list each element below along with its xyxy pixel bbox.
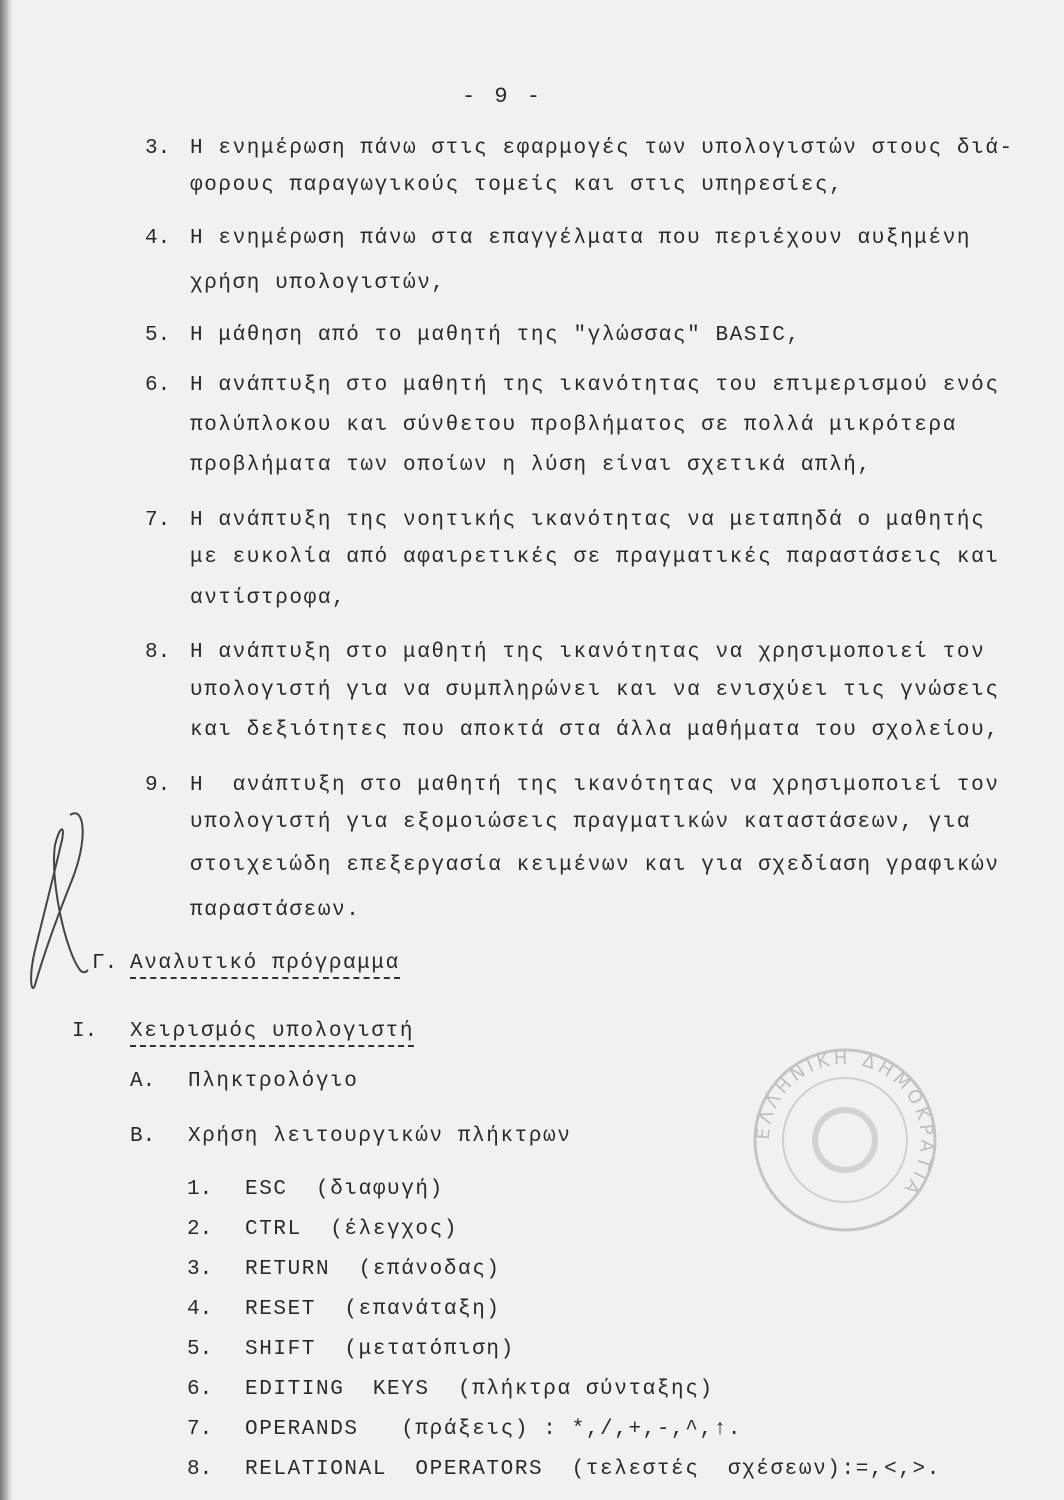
objective-line: Η μάθηση από το μαθητή της "γλώσσας" BASIC, [190, 324, 801, 347]
svg-text:ΕΛΛΗΝΙΚΗ ΔΗΜΟΚΡΑΤΙΑ: ΕΛΛΗΝΙΚΗ ΔΗΜΟΚΡΑΤΙΑ [752, 1047, 938, 1202]
objective-line: με ευκολία από αφαιρετικές σε πραγματικές παραστάσεις και [190, 546, 1000, 569]
objective-line: προβλήματα των οποίων η λύση είναι σχετικά απλή, [190, 454, 872, 477]
key-number: 2. [187, 1218, 213, 1241]
objective-number: 7. [145, 509, 171, 532]
objective-line: φορους παραγωγικούς τομείς και στις υπηρεσίες, [190, 174, 844, 197]
objective-line: χρήση υπολογιστών, [190, 272, 446, 295]
objective-number: 6. [145, 374, 171, 397]
key-item: CTRL (έλεγχος) [245, 1218, 459, 1241]
key-item: EDITING KEYS (πλήκτρα σύνταξης) [245, 1378, 714, 1401]
objective-number: 4. [145, 227, 171, 250]
objective-number: 3. [145, 137, 171, 160]
objective-line: Η ανάπτυξη της νοητικής ικανότητας να μεταπηδά ο μαθητής [190, 509, 986, 532]
objective-line: υπολογιστή για εξομοιώσεις πραγματικών καταστάσεων, για [190, 811, 972, 834]
objective-line: Η ενημέρωση πάνω στις εφαρμογές των υπολογιστών στους διά- [190, 137, 1014, 160]
objective-line: Η ενημέρωση πάνω στα επαγγέλματα που περιέχουν αυξημένη [190, 227, 972, 250]
official-stamp [745, 1040, 945, 1240]
scan-binding-edge-light [9, 0, 12, 1500]
section-one-title [130, 1020, 414, 1044]
objective-line: υπολογιστή για να συμπληρώνει και να ενισχύει τις γνώσεις [190, 679, 1000, 702]
scan-binding-edge [0, 0, 9, 1500]
objective-line: Η ανάπτυξη στο μαθητή της ικανότητας να χρησιμοποιεί τον [190, 774, 1000, 797]
objective-line: πολύπλοκου και σύνθετου προβλήματος σε πολλά μικρότερα [190, 414, 957, 437]
objective-line: στοιχειώδη επεξεργασία κειμένων και για σχεδίαση γραφικών [190, 854, 1000, 877]
objective-line: Η ανάπτυξη στο μαθητή της ικανότητας του επιμερισμού ενός [190, 374, 1000, 397]
key-item: RETURN (επάνοδας) [245, 1258, 501, 1281]
section-gamma-number: Γ. [92, 952, 118, 975]
objective-line: και δεξιότητες που αποκτά στα άλλα μαθήματα του σχολείου, [190, 719, 1000, 742]
section-one-heading: Χειρισμός υπολογιστή [130, 1020, 414, 1047]
section-gamma-heading: Αναλυτικό πρόγραμμα [130, 952, 400, 979]
key-item: RELATIONAL OPERATORS (τελεστές σχέσεων):=,<,>. [245, 1458, 941, 1481]
key-number: 6. [187, 1378, 213, 1401]
objective-line: παραστάσεων. [190, 899, 361, 922]
key-item: ESC (διαφυγή) [245, 1178, 444, 1201]
key-item: OPERANDS (πράξεις) : *,/,+,-,^,↑. [245, 1418, 743, 1441]
page-number: - 9 - [462, 84, 544, 109]
objective-line: αντίστροφα, [190, 587, 347, 610]
handwritten-signature [10, 800, 90, 1000]
key-number: 8. [187, 1458, 213, 1481]
sub-a-number: A. [130, 1070, 156, 1093]
key-number: 5. [187, 1338, 213, 1361]
objective-line: Η ανάπτυξη στο μαθητή της ικανότητας να χρησιμοποιεί τον [190, 641, 986, 664]
key-item: RESET (επανάταξη) [245, 1298, 501, 1321]
sub-b-number: B. [130, 1125, 156, 1148]
section-gamma-title [130, 952, 400, 976]
objective-number: 9. [145, 774, 171, 797]
key-number: 4. [187, 1298, 213, 1321]
key-number: 1. [187, 1178, 213, 1201]
objective-number: 5. [145, 324, 171, 347]
sub-b-title: Χρήση λειτουργικών πλήκτρων [188, 1125, 572, 1148]
section-one-number: I. [72, 1020, 98, 1043]
key-number: 7. [187, 1418, 213, 1441]
key-item: SHIFT (μετατόπιση) [245, 1338, 515, 1361]
objective-number: 8. [145, 641, 171, 664]
key-number: 3. [187, 1258, 213, 1281]
sub-a-title: Πληκτρολόγιο [188, 1070, 359, 1093]
